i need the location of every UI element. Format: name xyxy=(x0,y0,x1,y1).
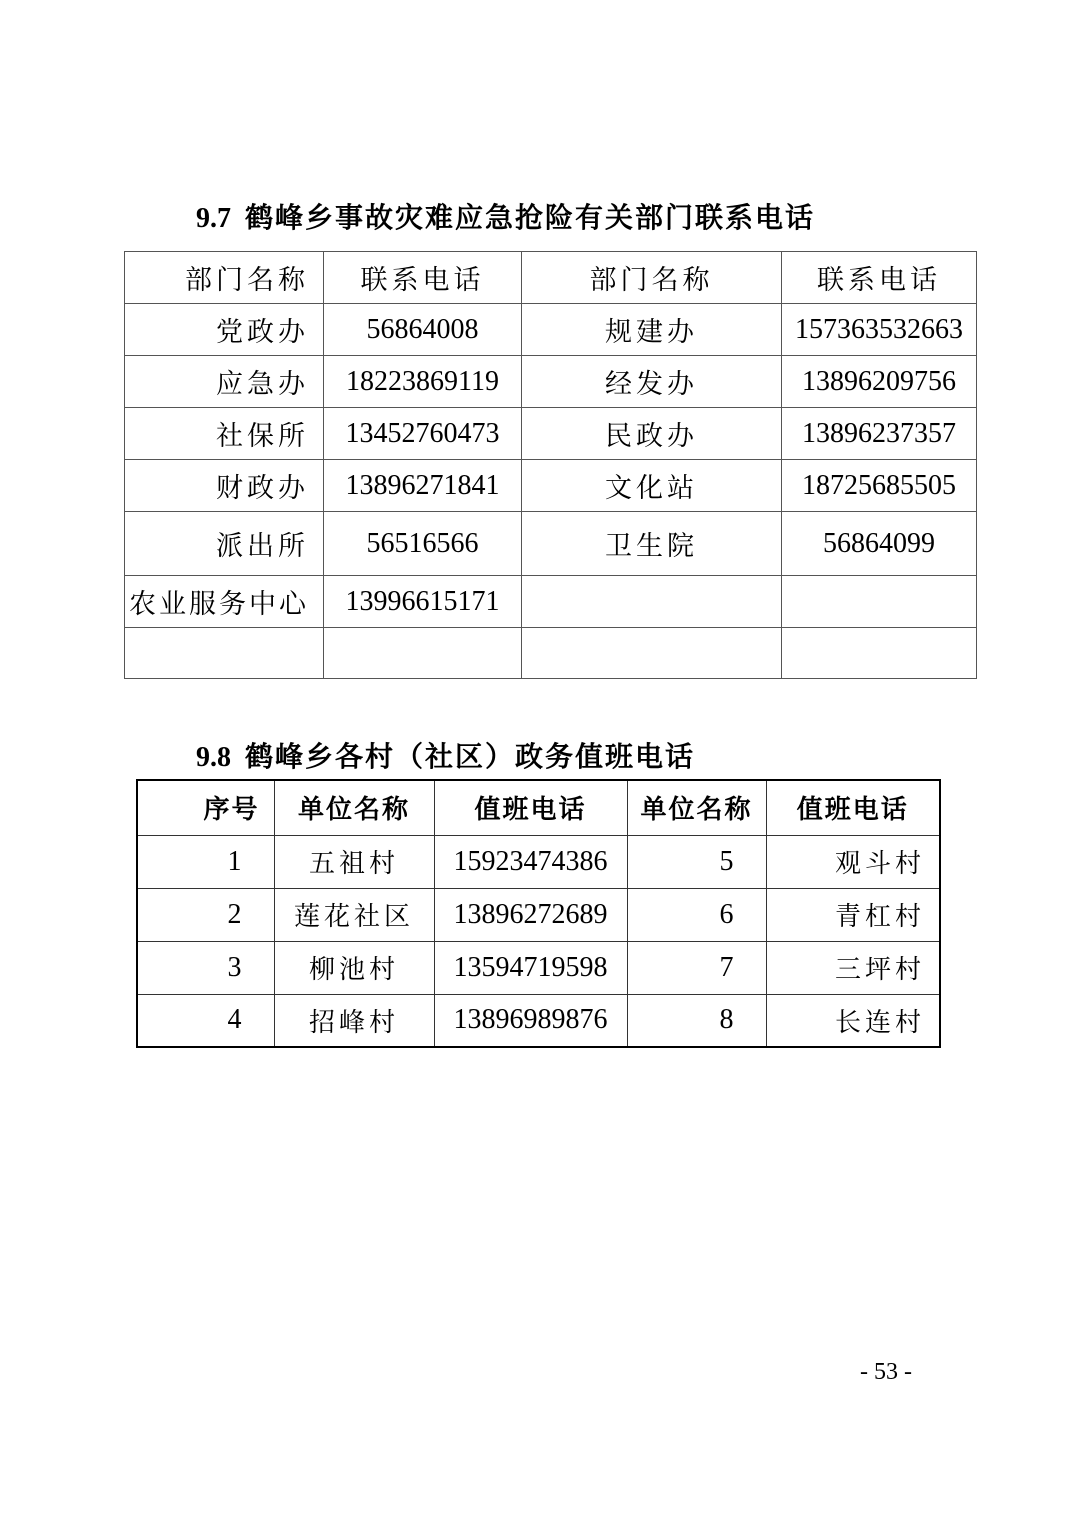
section-9-7-number: 9.7 xyxy=(196,203,231,234)
header-duty-phone-2: 值班电话 xyxy=(766,780,940,835)
unit-name: 招峰村 xyxy=(274,994,434,1047)
dept-phone xyxy=(782,576,977,628)
dept-phone xyxy=(782,628,977,679)
table-header-row xyxy=(125,252,977,304)
duty-phone: 13896989876 xyxy=(434,994,627,1047)
table-row xyxy=(125,460,977,512)
village-duty-phone-table xyxy=(136,779,941,1048)
unit-name: 长连村 xyxy=(766,994,940,1047)
table-row xyxy=(125,304,977,356)
table-row xyxy=(137,835,940,888)
dept-phone: 13896237357 xyxy=(782,408,977,460)
table-row xyxy=(125,512,977,576)
dept-phone: 13996615171 xyxy=(324,576,522,628)
unit-name: 莲花社区 xyxy=(274,888,434,941)
dept-phone: 13452760473 xyxy=(324,408,522,460)
header-phone-2: 联系电话 xyxy=(782,252,977,304)
header-serial-number: 序号 xyxy=(137,780,274,835)
section-9-8-number: 9.8 xyxy=(196,742,231,773)
header-unit-name-1: 单位名称 xyxy=(274,780,434,835)
header-unit-name-2: 单位名称 xyxy=(627,780,766,835)
section-9-8-title: 鹤峰乡各村（社区）政务值班电话 xyxy=(245,740,696,773)
table-row xyxy=(125,408,977,460)
dept-name xyxy=(522,576,782,628)
dept-name: 派出所 xyxy=(125,512,324,576)
dept-phone: 56516566 xyxy=(324,512,522,576)
section-9-7-heading xyxy=(196,201,816,234)
table-row xyxy=(137,994,940,1047)
page-number: - 53 - xyxy=(860,1359,912,1385)
header-dept-name-2: 部门名称 xyxy=(522,252,782,304)
serial-number: 1 xyxy=(137,835,274,888)
dept-name: 应急办 xyxy=(125,356,324,408)
dept-phone: 157363532663 xyxy=(782,304,977,356)
dept-name: 财政办 xyxy=(125,460,324,512)
serial-number: 5 xyxy=(627,835,766,888)
dept-phone: 18223869119 xyxy=(324,356,522,408)
unit-name: 五祖村 xyxy=(274,835,434,888)
dept-phone: 13896271841 xyxy=(324,460,522,512)
table-row xyxy=(125,576,977,628)
dept-name: 社保所 xyxy=(125,408,324,460)
table-row xyxy=(125,628,977,679)
dept-phone: 56864008 xyxy=(324,304,522,356)
serial-number: 2 xyxy=(137,888,274,941)
dept-name: 经发办 xyxy=(522,356,782,408)
dept-name: 农业服务中心 xyxy=(125,576,324,628)
serial-number: 6 xyxy=(627,888,766,941)
table-row xyxy=(137,888,940,941)
dept-phone: 18725685505 xyxy=(782,460,977,512)
duty-phone: 13896272689 xyxy=(434,888,627,941)
unit-name: 青杠村 xyxy=(766,888,940,941)
dept-name: 规建办 xyxy=(522,304,782,356)
serial-number: 7 xyxy=(627,941,766,994)
serial-number: 8 xyxy=(627,994,766,1047)
unit-name: 观斗村 xyxy=(766,835,940,888)
dept-name: 党政办 xyxy=(125,304,324,356)
dept-phone: 13896209756 xyxy=(782,356,977,408)
serial-number: 3 xyxy=(137,941,274,994)
header-phone-1: 联系电话 xyxy=(324,252,522,304)
dept-name: 卫生院 xyxy=(522,512,782,576)
duty-phone: 15923474386 xyxy=(434,835,627,888)
table-row xyxy=(125,356,977,408)
section-9-8-heading xyxy=(196,740,696,773)
serial-number: 4 xyxy=(137,994,274,1047)
dept-name xyxy=(522,628,782,679)
department-contact-table xyxy=(124,251,977,679)
unit-name: 柳池村 xyxy=(274,941,434,994)
dept-name: 文化站 xyxy=(522,460,782,512)
header-duty-phone-1: 值班电话 xyxy=(434,780,627,835)
unit-name: 三坪村 xyxy=(766,941,940,994)
dept-name: 民政办 xyxy=(522,408,782,460)
duty-phone: 13594719598 xyxy=(434,941,627,994)
table-header-row xyxy=(137,780,940,835)
dept-phone: 56864099 xyxy=(782,512,977,576)
section-9-7-title: 鹤峰乡事故灾难应急抢险有关部门联系电话 xyxy=(245,201,816,234)
dept-phone xyxy=(324,628,522,679)
dept-name xyxy=(125,628,324,679)
table-row xyxy=(137,941,940,994)
header-dept-name-1: 部门名称 xyxy=(125,252,324,304)
